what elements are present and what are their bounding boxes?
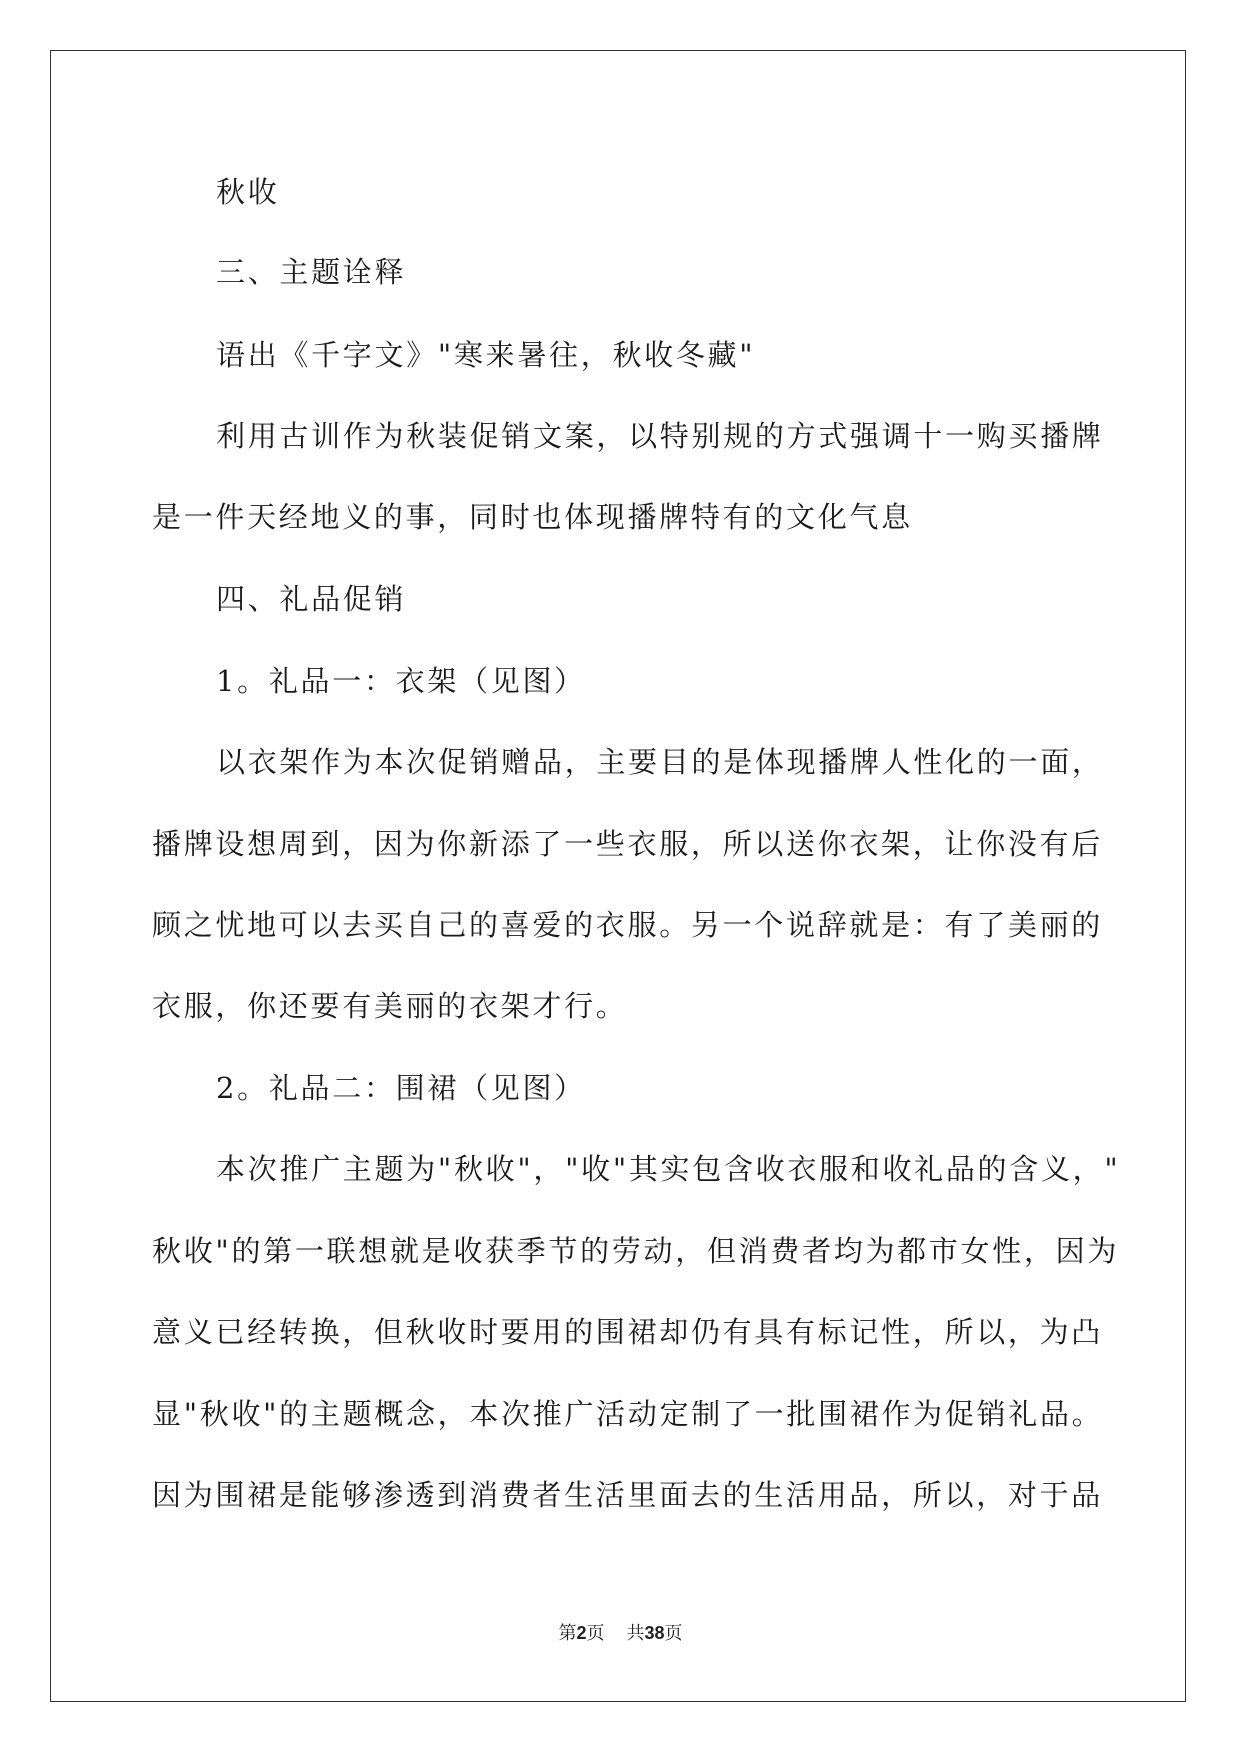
current-page-number: 2: [576, 1623, 587, 1643]
section-heading-theme: 三、主题诠释: [216, 255, 407, 289]
paragraph-line: 衣服，你还要有美丽的衣架才行。: [152, 989, 628, 1023]
page-border: [50, 50, 1186, 1702]
total-suffix: 页: [664, 1623, 683, 1644]
paragraph-line: 利用古训作为秋装促销文案，以特别规的方式强调十一购买播牌: [216, 419, 1104, 453]
heading-qiushou: 秋收: [216, 175, 280, 209]
page-suffix: 页: [586, 1623, 605, 1644]
paragraph-line: 以衣架作为本次促销赠品，主要目的是体现播牌人性化的一面，: [216, 745, 1104, 779]
total-page-count: 38: [644, 1623, 665, 1643]
page-prefix: 第: [558, 1623, 577, 1644]
page-footer: [0, 1621, 1241, 1646]
paragraph-line: 播牌设想周到，因为你新添了一些衣服，所以送你衣架，让你没有后: [152, 827, 1104, 861]
paragraph-line: 秋收"的第一联想就是收获季节的劳动，但消费者均为都市女性，因为: [152, 1234, 1120, 1268]
paragraph-line: 因为围裙是能够渗透到消费者生活里面去的生活用品，所以，对于品: [152, 1478, 1104, 1512]
paragraph-line: 语出《千字文》"寒来暑往，秋收冬藏": [216, 338, 756, 372]
paragraph-line: 顾之忧地可以去买自己的喜爱的衣服。另一个说辞就是：有了美丽的: [152, 908, 1104, 942]
section-heading-gifts: 四、礼品促销: [216, 582, 407, 616]
paragraph-line: 本次推广主题为"秋收"，"收"其实包含收衣服和收礼品的含义，": [216, 1152, 1121, 1186]
paragraph-line: 显"秋收"的主题概念，本次推广活动定制了一批围裙作为促销礼品。: [152, 1397, 1104, 1431]
subheading-gift-one: 1。礼品一：衣架（见图）: [216, 664, 586, 698]
total-prefix: 共: [626, 1623, 645, 1644]
paragraph-line: 意义已经转换，但秋收时要用的围裙却仍有具有标记性，所以，为凸: [152, 1315, 1104, 1349]
subheading-gift-two: 2。礼品二：围裙（见图）: [216, 1071, 586, 1105]
paragraph-line: 是一件天经地义的事，同时也体现播牌特有的文化气息: [152, 500, 913, 534]
